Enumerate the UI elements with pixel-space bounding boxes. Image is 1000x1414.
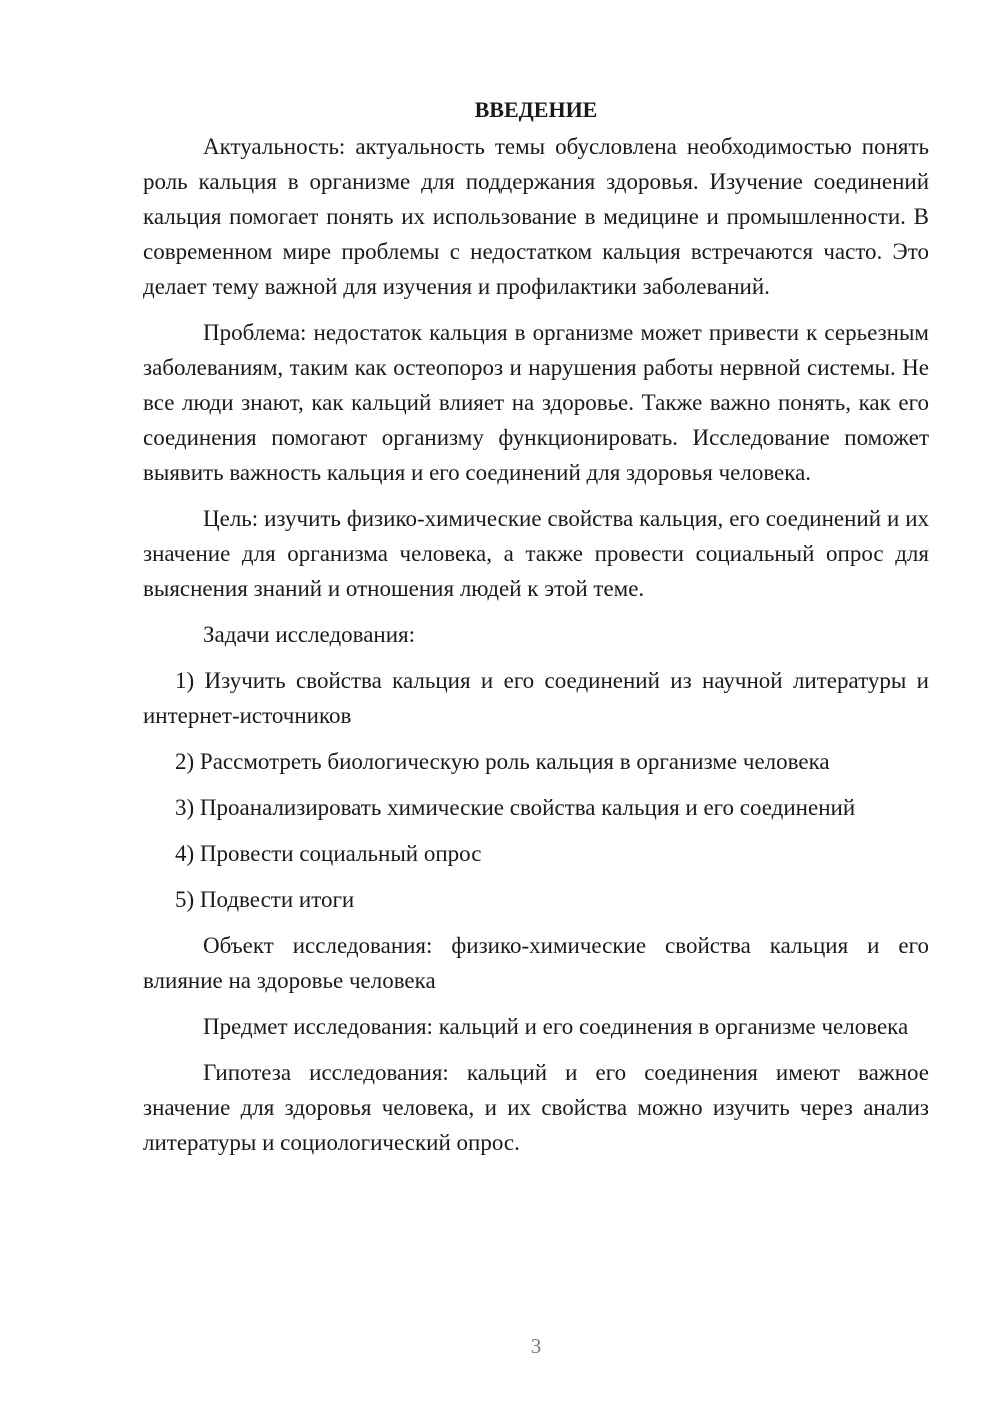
- hypothesis-paragraph: Гипотеза исследования: кальций и его соединения имеют важное значение для здоровья человека, и их свойства можно изучить через анализ литературы и социологический опрос.: [143, 1060, 929, 1155]
- relevance-paragraph: Актуальность: актуальность темы обусловлена необходимостью понять роль кальция в организме для поддержания здоровья. Изучение соединений кальция помогает понять их использование в медицине и промышленности. В современном мире проблемы с недостатком кальция встречаются часто. Это делает тему важной для изучения и профилактики заболеваний.: [143, 134, 929, 299]
- task-item: 3) Проанализировать химические свойства кальция и его соединений: [175, 795, 856, 820]
- object-paragraph: Объект исследования: физико-химические свойства кальция и его влияние на здоровье человека: [143, 933, 929, 993]
- tasks-list: [143, 663, 929, 917]
- subject-paragraph: Предмет исследования: кальций и его соединения в организме человека: [203, 1014, 909, 1039]
- document-body: [143, 92, 929, 1171]
- section-title: ВВЕДЕНИЕ: [474, 97, 598, 122]
- tasks-heading: Задачи исследования:: [203, 622, 416, 647]
- task-item: 1) Изучить свойства кальция и его соединений из научной литературы и интернет-источников: [143, 668, 929, 728]
- task-item: 2) Рассмотреть биологическую роль кальция в организме человека: [175, 749, 830, 774]
- task-item: 5) Подвести итоги: [175, 887, 355, 912]
- task-item: 4) Провести социальный опрос: [175, 841, 482, 866]
- page-number: 3: [530, 1334, 542, 1358]
- problem-paragraph: Проблема: недостаток кальция в организме может привести к серьезным заболеваниям, таким как остеопороз и нарушения работы нервной системы. Не все люди знают, как кальций влияет на здоровье. Также важно понять, как его соединения помогают организму функционировать. Исследование поможет выявить важность кальция и его соединений для здоровья человека.: [143, 320, 929, 485]
- goal-paragraph: Цель: изучить физико-химические свойства кальция, его соединений и их значение для организма человека, а также провести социальный опрос для выяснения знаний и отношения людей к этой теме.: [143, 506, 929, 601]
